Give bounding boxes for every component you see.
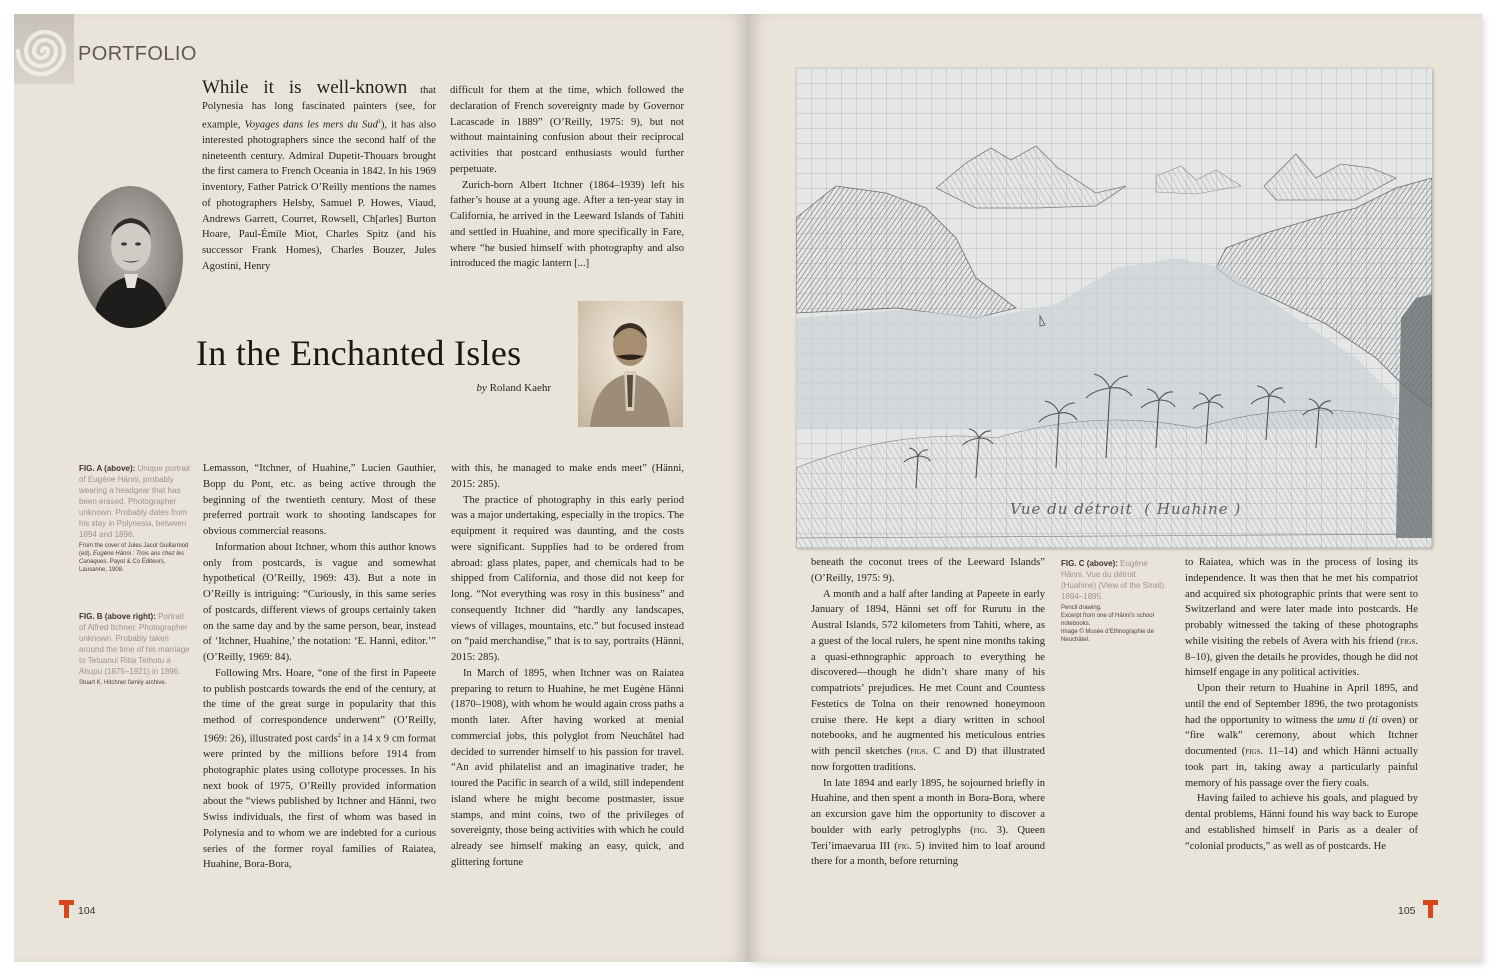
text: to Raiatea, which was in the process of losing its independence. It was then that he met his compatriot and acquired six photographic prints that were sent to Switzerland and were later made into postcards. He probably witnessed the taking of these photographs while visiting the rebels of Avera with his friend ( [1185,557,1418,647]
pencil-sketch-figure [796,68,1432,548]
caption-credit: Image © Musée d’Ethnographie de Neuchâtel. [1061,629,1154,643]
portrait-eugene-hanni [78,186,183,328]
lower-column-2 [451,461,684,871]
lead-paragraph [202,77,436,275]
caption-fig-a [79,463,191,574]
caption-fig-b [79,611,191,687]
paragraph [811,587,1045,776]
byline-author: Roland Kaehr [489,382,551,394]
lead-column [202,77,436,275]
lead-start: While it is well-known [202,77,408,98]
lower-column-1 [203,461,436,873]
caption-credit: Excerpt from one of Hänni’s school notebooks. [1061,613,1154,627]
paragraph [1185,681,1418,791]
section-header [14,14,214,84]
figure-reference: figs. [1400,635,1418,647]
text: 3). Queen Teri’imaevarua III ( [811,824,1045,852]
page-number-right: 105 [1398,905,1416,917]
lead-text-1: that Polynesia has long fascinated painters (see, for example, [202,85,436,131]
right-page [748,14,1482,962]
paragraph: beneath the coconut trees of the Leeward Islands” (O’Reilly, 1975: 9). [811,557,1045,584]
sketch-landscape [796,68,1432,548]
caption-credit [79,542,191,574]
paragraph [203,666,436,873]
section-title: PORTFOLIO [78,43,197,65]
figure-reference: fig. [897,840,912,852]
footnote-marker-2: 2 [337,732,341,739]
right-column-2 [1185,555,1418,854]
caption-fig-c [1061,558,1171,644]
paragraph [811,776,1045,871]
magazine-t-logo-icon [59,900,74,918]
caption-label: FIG. B (above right): [79,612,156,621]
caption-label: FIG. C (above): [1061,559,1118,568]
left-page [14,14,748,962]
text: 5) invited him to loaf around there for a month, before returning [811,840,1045,868]
text: in a 14 x 9 cm format were printed by the millions before 1914 from photographic plates using collotype processes. In his next book of 1975, O’Reilly provided information about the “views published by Itchner and Hänni, two Swiss individuals, the first of whom was based in Polynesia and to whom we are indebted for a curious series of the former royal families of Raiatea, Huahine, Bora-Bora, [203,733,436,871]
footnote-marker-1: 1 [377,118,381,125]
top-column-2 [450,83,684,272]
paragraph: Information about Itchner, whom this author knows only from postcards, is vague and somewhat hypothetical (O’Reilly, 1969: 43). But a note in O’Reilly is intriguing: “Curiously, in this same series of postcards, different views of groups certainly taken on the same day and by the same person, bear, instead of ‘Itchner, Huahine,’ the notation: ‘E. Hanni, editor.’” (O’Reilly, 1969: 84). [203,541,436,663]
byline [394,382,551,394]
text: 11–14) and which Hänni actually took part in, taking away a particularly painful memory of his passage over the fiery coals. [1185,746,1419,789]
figure-reference: figs. [1245,746,1264,757]
paragraph: Lemasson, “Itchner, of Huahine,” Lucien Gauthier, Bopp du Pont, etc. as being active through the beginning of the twentieth century. Most of these preferred portrait work to shooting landscapes for obvious commercial reasons. [203,463,436,537]
text: In late 1894 and early 1895, he sojourned briefly in Huahine, and then spent a month in Bora-Bora, where an excursion gave him the opportunity to discover a boulder with early petroglyphs ( [811,777,1045,836]
caption-text: Eugène Hänni. Vue du détroit (Huahine) (View of the Strait). 1894–1895. [1061,559,1167,601]
paragraph [1185,555,1418,681]
credit-text: . Payot & Co Éditeurs, Lausanne, 1908. [79,559,166,573]
portrait-alfred-itchner [578,301,683,427]
portrait-hanni-figure [78,186,183,328]
page-number-left: 104 [78,905,96,917]
text: Upon their return to Huahine in April 1895, and until the end of September 1896, the two protagonists had the opportunity to witness the [1185,683,1418,726]
paragraph: difficult for them at the time, which followed the declaration of French sovereignty made by Governor Lacascade in 1889” (O’Reilly, 1975: 9), but not without maintaining confusion about their reciprocal activities that postcard enthusiasts would further perpetuate. [450,85,684,175]
text: Following Mrs. Hoare, “one of the first in Papeete to publish postcards towards the end of the century, at the time of the great surge in popularity that this method of correspondence underwent” (O’Reilly, 1969: 26), illustrated post cards [203,667,436,745]
paragraph: The practice of photography in this early period was a major undertaking, especially in the tropics. The equipment it required was daunting, and the costs were significant. Supplies had to be ordered from abroad: glass plates, paper, and chemicals had to be shipped from California, and those did not keep for long. “Not everything was rosy in this business” and consequently Itchner did “hardly any landscapes, views of villages, mountains, etc.” but focused instead on “paid merchandise,” that is to say, portraits (Hänni, 2015: 285). [451,494,684,663]
paragraph: In March of 1895, when Itchner was on Raiatea preparing to return to Huahine, he met Eugène Hänni (1870–1908), with whom he would again cross paths a month later. After having worked at menial commercial jobs, this polyglot from Neuchâtel had decided to surrender himself to his passion for travel. “An avid philatelist and an imaginative trader, he toured the Pacific in search of a wild, still independent island where he might become postmaster, issue stamps, and mint coins, two of the privileges of sovereignty, those being activities with which he could already see himself making an easy, quick, and glittering fortune [451,667,684,868]
text: oven) or “fire walk” ceremony, about which Itchner documented ( [1185,714,1418,757]
caption-credit: Stuart K. Hitchner family archive. [79,680,167,686]
italic-term: umu ti (ti [1337,714,1378,726]
lead-italic: Voyages dans les mers du Sud [244,119,378,131]
spiral-logo-icon [16,18,74,80]
article-title: In the Enchanted Isles [196,333,522,373]
caption-credit: Pencil drawing. [1061,605,1102,611]
magazine-t-logo-icon [1423,900,1438,918]
paragraph: Zurich-born Albert Itchner (1864–1939) left his father’s house at a young age. After a ten-year stay in California, he arrived in the Leeward Islands of Tahiti and settled in Huahine, and more specifically in Fare, where “he busied himself with photography and also introduced the magic lantern [...] [450,179,684,270]
right-column-1 [811,555,1045,870]
caption-text: Unique portrait of Eugène Hänni, probably wearing a headgear that has been erased. Photographer unknown. Probably dates from his stay in Polynesia, between 1894 and 1896. [79,464,190,539]
figure-reference: figs. [910,746,929,757]
credit-italic: Eugène Hänni : Trois ans chez les Canaques [79,551,184,565]
caption-text: Portrait of Alfred Itchner. Photographer unknown. Probably taken around the time of his marriage to Tetuanui Ritia Teihotu a Ahupu (1875–1921) in 1896. [79,612,190,676]
byline-by: by [476,382,487,394]
figure-reference: fig. [973,824,988,836]
credit-text: From the cover of Jules Jacot Guillarmod (ed), [79,543,189,557]
sketch-inscription: Vue du détroit ( Huahine ) [1010,500,1242,518]
paragraph: Having failed to achieve his goals, and plagued by dental problems, Hänni found his way back to Europe and established himself in Paris as a dealer of “colonial products,” as well as of postcards. He [1185,793,1418,852]
text: A month and a half after landing at Papeete in early January of 1894, Hänni set off for Rurutu in the Austral Islands, 572 kilometers from Tahiti, where, as a guest of the local rulers, he spent nine months taking a quasi-ethnographic approach to everything he discovered—though he didn’t share many of his compatriots’ prejudices. He met Count and Countess Festetics de Tolna on their renowned honeymoon cruise there. He kept a diary written in school notebooks, and he augmented his meticulous entries with pencil sketches ( [811,588,1045,757]
paragraph: with this, he managed to make ends meet” (Hänni, 2015: 285). [451,463,684,490]
portrait-itchner-figure [578,301,683,427]
text: 8–10), given the details he provides, though he did not himself engage in any political activities. [1185,651,1418,679]
text: C and D) that illustrated now forgotten traditions. [811,746,1045,773]
caption-label: FIG. A (above): [79,464,136,473]
lead-text-2: ), it has also interested photographers since the second half of the nineteenth century. Admiral Dupetit-Thouars brought the first camera to French Oceania in 1842. In his 1969 inventory, Father Patrick O’Reilly mentions the names of photographers Helsby, Samuel P. Howes, Viaud, Andrews Garrett, Courret, Rowsell, Ch[arles] Burton Hoare, Paul-Émile Miot, Charles Spitz (and his successor Frank Homes), Charles Bouzer, Jules Agostini, Henry [202,119,436,272]
